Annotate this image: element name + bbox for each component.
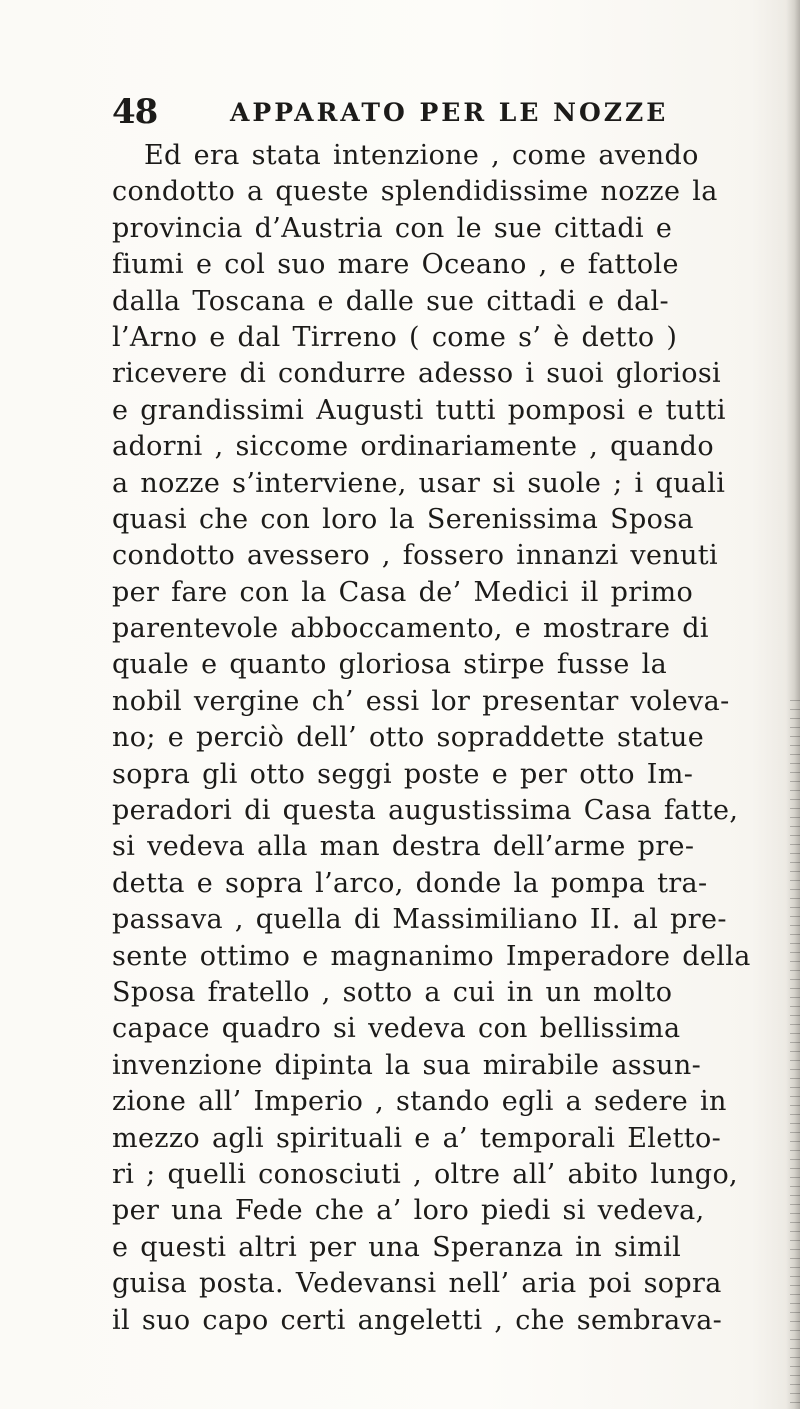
- text-line: e grandissimi Augusti tutti pomposi e tutti: [112, 394, 726, 426]
- text-line: dalla Toscana e dalle sue cittadi e dal-: [112, 285, 669, 317]
- text-line: peradori di questa augustissima Casa fatte,: [112, 795, 739, 827]
- text-line: fiumi e col suo mare Oceano , e fattole: [112, 249, 679, 281]
- text-line: per fare con la Casa de’ Medici il primo: [112, 576, 694, 608]
- text-line: capace quadro si vedeva con bellissima: [112, 1013, 681, 1045]
- text-line: il suo capo certi angeletti , che sembrava-: [112, 1304, 723, 1336]
- text-line: invenzione dipinta la sua mirabile assun-: [112, 1049, 702, 1081]
- page-edge-marks: [790, 700, 800, 1409]
- text-line: l’Arno e dal Tirreno ( come s’ è detto ): [112, 321, 678, 353]
- text-line: ricevere di condurre adesso i suoi gloriosi: [112, 358, 722, 390]
- text-line: Sposa fratello , sotto a cui in un molto: [112, 976, 673, 1008]
- text-line: ri ; quelli conosciuti , oltre all’ abito lungo,: [112, 1158, 738, 1190]
- body-text: [112, 138, 796, 1339]
- text-line: detta e sopra l’arco, donde la pompa tra-: [112, 867, 708, 899]
- text-line: sopra gli otto seggi poste e per otto Im-: [112, 758, 694, 790]
- text-line: condotto a queste splendidissime nozze la: [112, 176, 718, 208]
- text-line: a nozze s’interviene, usar si suole ; i quali: [112, 467, 726, 499]
- page-number: 48: [112, 92, 158, 132]
- text-line: nobil vergine ch’ essi lor presentar voleva-: [112, 685, 730, 717]
- text-line: mezzo agli spirituali e a’ temporali Eletto-: [112, 1122, 722, 1154]
- text-line: quale e quanto gloriosa stirpe fusse la: [112, 649, 668, 681]
- running-head: APPARATO PER LE NOZZE: [230, 98, 669, 127]
- text-line: zione all’ Imperio , stando egli a sedere in: [112, 1086, 727, 1118]
- text-line: guisa posta. Vedevansi nell’ aria poi sopra: [112, 1268, 722, 1300]
- text-line: adorni , siccome ordinariamente , quando: [112, 431, 714, 463]
- text-line: sente ottimo e magnanimo Imperadore della: [112, 940, 751, 972]
- text-line: parentevole abboccamento, e mostrare di: [112, 613, 709, 645]
- text-line: condotto avessero , fossero innanzi venuti: [112, 540, 718, 572]
- text-line: quasi che con loro la Serenissima Sposa: [112, 503, 694, 535]
- text-line: si vedeva alla man destra dell’arme pre-: [112, 831, 695, 863]
- text-line: passava , quella di Massimiliano II. al pre-: [112, 904, 727, 936]
- text-line: e questi altri per una Speranza in simil: [112, 1231, 682, 1263]
- text-line: provincia d’Austria con le sue cittadi e: [112, 212, 673, 244]
- text-line: per una Fede che a’ loro piedi si vedeva,: [112, 1195, 705, 1227]
- page-header: [112, 92, 672, 132]
- text-line: Ed era stata intenzione , come avendo: [144, 140, 699, 171]
- text-line: no; e perciò dell’ otto sopraddette statue: [112, 722, 705, 754]
